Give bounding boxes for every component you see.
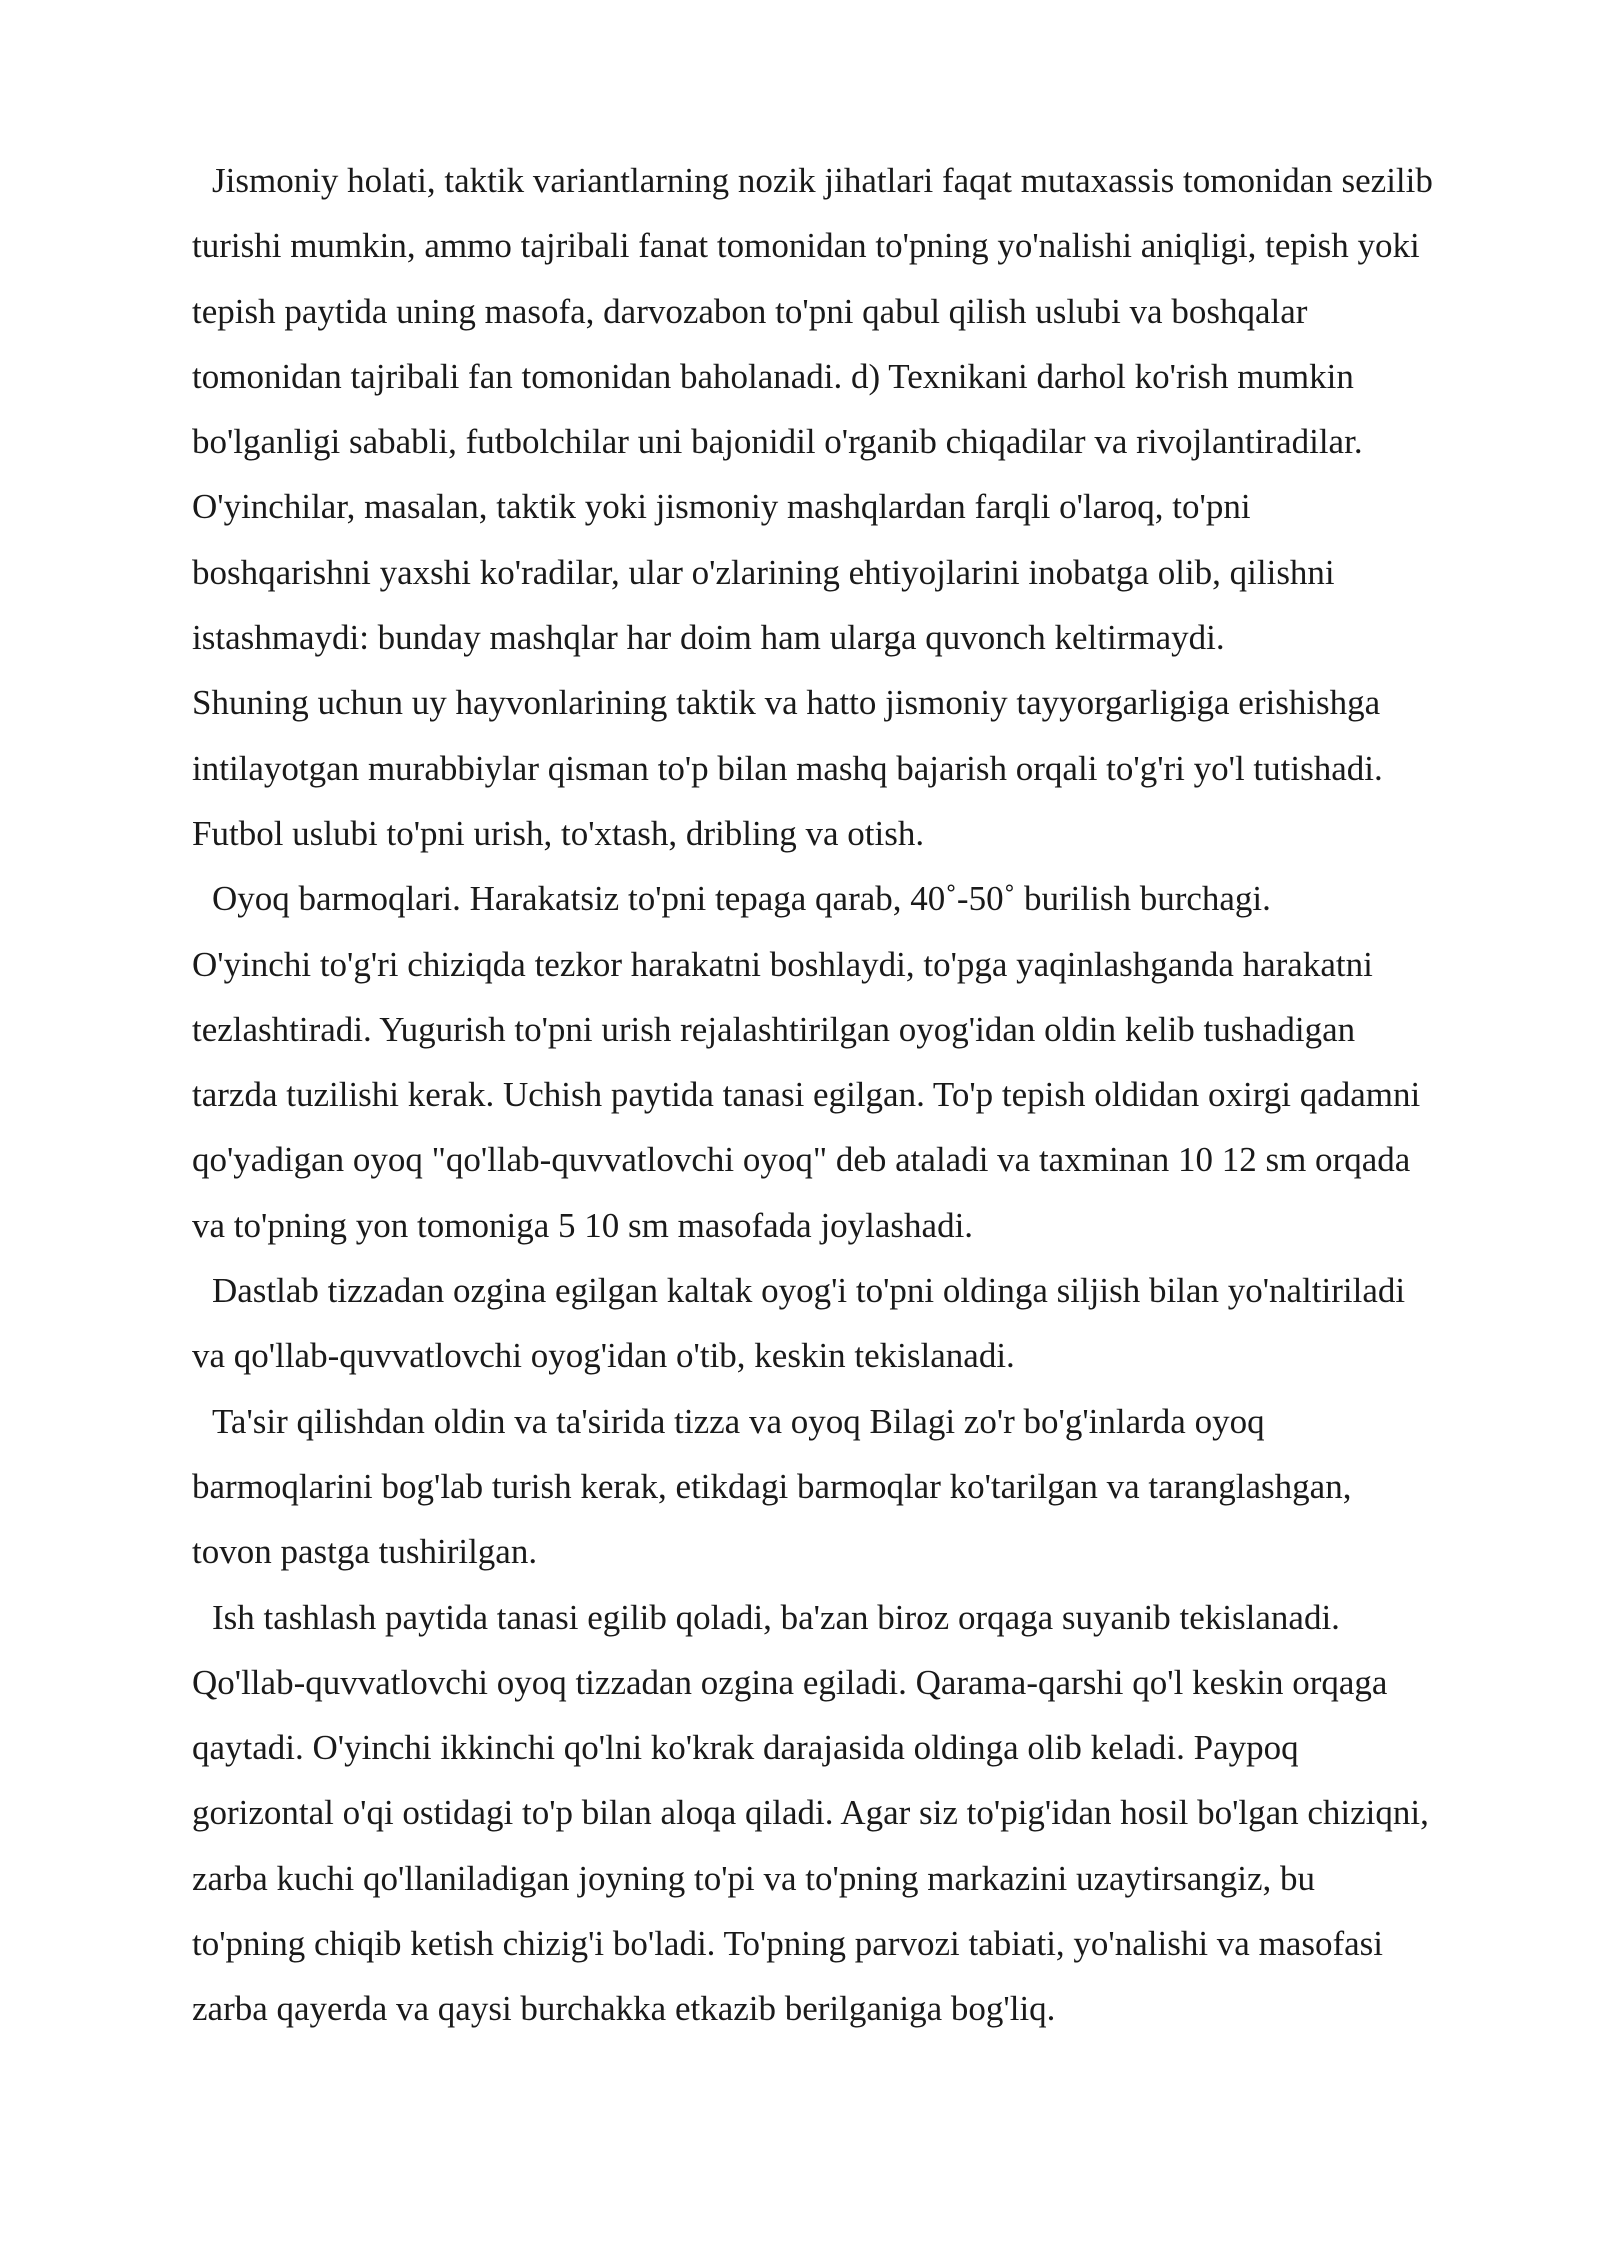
text-line: Dastlab tizzadan ozgina egilgan kaltak oyog'i to'pni oldinga siljish bilan yo'naltiriladi — [212, 1271, 1406, 1311]
document-page — [192, 148, 1542, 2042]
text-line: zarba kuchi qo'llaniladigan joyning to'pi va to'pning markazini uzaytirsangiz, bu — [192, 1858, 1316, 1898]
text-line: tovon pastga tushirilgan. — [192, 1532, 538, 1572]
text-line: gorizontal o'qi ostidagi to'p bilan aloqa qiladi. Agar siz to'pig'idan hosil bo'lgan chiziqni, — [192, 1793, 1429, 1833]
text-line: Jismoniy holati, taktik variantlarning nozik jihatlari faqat mutaxassis tomonidan sezilib — [212, 161, 1433, 200]
text-line: intilayotgan murabbiylar qisman to'p bilan mashq bajarish orqali to'g'ri yo'l tutishadi. — [192, 748, 1383, 788]
text-line: to'pning chiqib ketish chizig'i bo'ladi. To'pning parvozi tabiati, yo'nalishi va masofasi — [192, 1924, 1384, 1964]
text-line: qo'yadigan oyoq "qo'llab-quvvatlovchi oyoq" deb ataladi va taxminan 10 12 sm orqada — [192, 1140, 1411, 1180]
text-line: Futbol uslubi to'pni urish, to'xtash, dribling va otish. — [192, 813, 925, 853]
text-line: Oyoq barmoqlari. Harakatsiz to'pni tepaga qarab, 40˚-50˚ burilish burchagi. — [212, 879, 1271, 919]
text-line: boshqarishni yaxshi ko'radilar, ular o'zlarining ehtiyojlarini inobatga olib, qilishni — [192, 552, 1335, 592]
text-line: Shuning uchun uy hayvonlarining taktik va hatto jismoniy tayyorgarligiga erishishga — [192, 683, 1381, 723]
text-line: turishi mumkin, ammo tajribali fanat tomonidan to'pning yo'nalishi aniqligi, tepish yoki — [192, 226, 1420, 266]
text-line: zarba qayerda va qaysi burchakka etkazib berilganiga bog'liq. — [192, 1989, 1056, 2029]
text-line: tepish paytida uning masofa, darvozabon to'pni qabul qilish uslubi va boshqalar — [192, 291, 1308, 331]
text-line: istashmaydi: bunday mashqlar har doim ham ularga quvonch keltirmaydi. — [192, 618, 1225, 658]
text-line: va qo'llab-quvvatlovchi oyog'idan o'tib, keskin tekislanadi. — [192, 1336, 1015, 1376]
text-line: Ta'sir qilishdan oldin va ta'sirida tizza va oyoq Bilagi zo'r bo'g'inlarda oyoq — [212, 1401, 1265, 1441]
text-line: Ish tashlash paytida tanasi egilib qoladi, ba'zan biroz orqaga suyanib tekislanadi. — [212, 1597, 1340, 1637]
text-line: va to'pning yon tomoniga 5 10 sm masofada joylashadi. — [192, 1205, 974, 1245]
text-line: O'yinchilar, masalan, taktik yoki jismoniy mashqlardan farqli o'laroq, to'pni — [192, 487, 1251, 527]
text-line: qaytadi. O'yinchi ikkinchi qo'lni ko'krak darajasida oldinga olib keladi. Paypoq — [192, 1728, 1299, 1768]
text-line: barmoqlarini bog'lab turish kerak, etikdagi barmoqlar ko'tarilgan va taranglashgan, — [192, 1466, 1352, 1506]
text-line: O'yinchi to'g'ri chiziqda tezkor harakatni boshlaydi, to'pga yaqinlashganda harakatni — [192, 944, 1373, 984]
text-line: tezlashtiradi. Yugurish to'pni urish rejalashtirilgan oyog'idan oldin kelib tushadigan — [192, 1009, 1356, 1049]
text-line: tarzda tuzilishi kerak. Uchish paytida tanasi egilgan. To'p tepish oldidan oxirgi qadamni — [192, 1075, 1421, 1115]
text-line: bo'lganligi sababli, futbolchilar uni bajonidil o'rganib chiqadilar va rivojlantiradilar. — [192, 422, 1363, 462]
text-line: tomonidan tajribali fan tomonidan baholanadi. d) Texnikani darhol ko'rish mumkin — [192, 356, 1354, 396]
text-line: Qo'llab-quvvatlovchi oyoq tizzadan ozgina egiladi. Qarama-qarshi qo'l keskin orqaga — [192, 1662, 1388, 1702]
